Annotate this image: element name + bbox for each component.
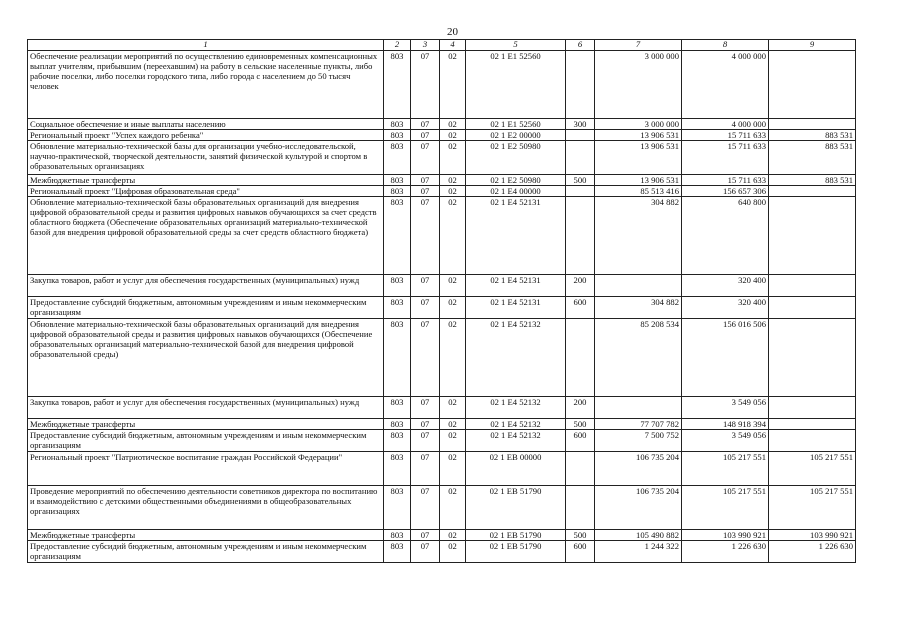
row-expense-type-cell: 600 xyxy=(566,297,595,319)
table-row xyxy=(28,419,856,430)
table-row xyxy=(28,141,856,175)
row-target-article-cell: 02 1 ЕВ 51790 xyxy=(466,530,566,541)
row-year-3-cell: 105 217 551 xyxy=(769,486,856,530)
row-subsection-cell: 02 xyxy=(440,430,466,452)
row-subsection-cell: 02 xyxy=(440,119,466,130)
row-expense-type-cell: 600 xyxy=(566,541,595,563)
row-name-cell: Социальное обеспечение и иные выплаты населению xyxy=(28,119,384,130)
row-target-article-cell: 02 1 Е2 50980 xyxy=(466,141,566,175)
row-name-cell: Обновление материально-технической базы для организации учебно-исследовательской, научно-практической, творческой деятельности, занятий физической культурой и спортом в образовательных организациях xyxy=(28,141,384,175)
row-year-1-cell: 106 735 204 xyxy=(595,486,682,530)
row-grbs-cell: 803 xyxy=(384,541,411,563)
row-section-cell: 07 xyxy=(411,530,440,541)
row-grbs-cell: 803 xyxy=(384,119,411,130)
table-row xyxy=(28,119,856,130)
row-year-1-cell: 13 906 531 xyxy=(595,141,682,175)
row-target-article-cell: 02 1 ЕВ 00000 xyxy=(466,452,566,486)
row-name-cell: Межбюджетные трансферты xyxy=(28,530,384,541)
table-row xyxy=(28,51,856,119)
row-year-1-cell: 77 707 782 xyxy=(595,419,682,430)
row-year-1-cell xyxy=(595,275,682,297)
header-cell-subsection: 4 xyxy=(440,40,466,51)
row-target-article-cell: 02 1 Е1 52560 xyxy=(466,119,566,130)
row-section-cell: 07 xyxy=(411,197,440,275)
row-year-1-cell: 13 906 531 xyxy=(595,130,682,141)
row-grbs-cell: 803 xyxy=(384,175,411,186)
row-grbs-cell: 803 xyxy=(384,397,411,419)
row-subsection-cell: 02 xyxy=(440,130,466,141)
row-name-cell: Обновление материально-технической базы образовательных организаций для внедрения цифровой образовательной среды и развития цифровых навыков обучающихся за счет средств областного бюджета (Обеспечение образовательных организаций материально-технической базой для внедрения цифровой образовательной среды за счет средств областного бюджета) xyxy=(28,197,384,275)
row-grbs-cell: 803 xyxy=(384,197,411,275)
table-row xyxy=(28,530,856,541)
row-section-cell: 07 xyxy=(411,430,440,452)
row-grbs-cell: 803 xyxy=(384,319,411,397)
row-subsection-cell: 02 xyxy=(440,452,466,486)
row-subsection-cell: 02 xyxy=(440,319,466,397)
row-year-3-cell: 883 531 xyxy=(769,175,856,186)
row-name-cell: Обновление материально-технической базы образовательных организаций для внедрения цифровой образовательной среды и развития цифровых навыков обучающихся (Обеспечение образовательных организаций материально-технической базой для внедрения цифровой образовательной среды) xyxy=(28,319,384,397)
header-cell-year-3: 9 xyxy=(769,40,856,51)
row-expense-type-cell: 500 xyxy=(566,175,595,186)
row-year-1-cell: 3 000 000 xyxy=(595,51,682,119)
row-expense-type-cell: 500 xyxy=(566,530,595,541)
row-section-cell: 07 xyxy=(411,275,440,297)
row-target-article-cell: 02 1 Е4 52131 xyxy=(466,297,566,319)
row-year-2-cell: 103 990 921 xyxy=(682,530,769,541)
row-year-3-cell xyxy=(769,419,856,430)
row-expense-type-cell xyxy=(566,319,595,397)
row-grbs-cell: 803 xyxy=(384,430,411,452)
table-row xyxy=(28,486,856,530)
row-name-cell: Региональный проект "Патриотическое воспитание граждан Российской Федерации" xyxy=(28,452,384,486)
header-cell-target-article: 5 xyxy=(466,40,566,51)
row-section-cell: 07 xyxy=(411,141,440,175)
row-year-1-cell: 1 244 322 xyxy=(595,541,682,563)
row-year-1-cell xyxy=(595,397,682,419)
row-subsection-cell: 02 xyxy=(440,486,466,530)
row-subsection-cell: 02 xyxy=(440,530,466,541)
table-row xyxy=(28,175,856,186)
row-expense-type-cell: 500 xyxy=(566,419,595,430)
row-section-cell: 07 xyxy=(411,297,440,319)
row-year-2-cell: 320 400 xyxy=(682,297,769,319)
row-name-cell: Проведение мероприятий по обеспечению деятельности советников директора по воспитанию и взаимодействию с детскими общественными объединениями в общеобразовательных организациях xyxy=(28,486,384,530)
row-year-1-cell: 85 513 416 xyxy=(595,186,682,197)
row-year-1-cell: 105 490 882 xyxy=(595,530,682,541)
row-year-1-cell: 85 208 534 xyxy=(595,319,682,397)
row-grbs-cell: 803 xyxy=(384,297,411,319)
row-target-article-cell: 02 1 Е4 52131 xyxy=(466,275,566,297)
row-target-article-cell: 02 1 Е2 00000 xyxy=(466,130,566,141)
row-expense-type-cell: 200 xyxy=(566,275,595,297)
row-target-article-cell: 02 1 Е4 52132 xyxy=(466,430,566,452)
row-year-3-cell: 883 531 xyxy=(769,141,856,175)
row-year-1-cell: 304 882 xyxy=(595,197,682,275)
page-number: 20 xyxy=(447,26,458,38)
row-grbs-cell: 803 xyxy=(384,419,411,430)
row-year-3-cell xyxy=(769,119,856,130)
row-year-2-cell: 156 657 306 xyxy=(682,186,769,197)
row-year-3-cell xyxy=(769,397,856,419)
row-section-cell: 07 xyxy=(411,175,440,186)
row-year-1-cell: 106 735 204 xyxy=(595,452,682,486)
table-row xyxy=(28,397,856,419)
row-section-cell: 07 xyxy=(411,130,440,141)
row-name-cell: Межбюджетные трансферты xyxy=(28,175,384,186)
row-subsection-cell: 02 xyxy=(440,275,466,297)
row-name-cell: Обеспечение реализации мероприятий по осуществлению единовременных компенсационных выплат учителям, прибывшим (переехавшим) на работу в сельские населенные пункты, либо рабочие поселки, либо поселки городского типа, либо города с населением до 50 тысяч человек xyxy=(28,51,384,119)
row-subsection-cell: 02 xyxy=(440,397,466,419)
row-year-3-cell xyxy=(769,51,856,119)
row-year-1-cell: 13 906 531 xyxy=(595,175,682,186)
row-year-2-cell: 105 217 551 xyxy=(682,452,769,486)
row-year-3-cell xyxy=(769,319,856,397)
header-cell-section: 3 xyxy=(411,40,440,51)
row-year-2-cell: 640 800 xyxy=(682,197,769,275)
row-grbs-cell: 803 xyxy=(384,275,411,297)
row-year-1-cell: 7 500 752 xyxy=(595,430,682,452)
row-year-3-cell xyxy=(769,186,856,197)
row-target-article-cell: 02 1 ЕВ 51790 xyxy=(466,486,566,530)
row-name-cell: Закупка товаров, работ и услуг для обеспечения государственных (муниципальных) нужд xyxy=(28,275,384,297)
row-year-3-cell xyxy=(769,297,856,319)
row-year-2-cell: 320 400 xyxy=(682,275,769,297)
row-target-article-cell: 02 1 ЕВ 51790 xyxy=(466,541,566,563)
table-row xyxy=(28,275,856,297)
row-section-cell: 07 xyxy=(411,541,440,563)
row-grbs-cell: 803 xyxy=(384,51,411,119)
row-year-2-cell: 1 226 630 xyxy=(682,541,769,563)
row-year-3-cell: 103 990 921 xyxy=(769,530,856,541)
table-row xyxy=(28,297,856,319)
row-section-cell: 07 xyxy=(411,486,440,530)
row-subsection-cell: 02 xyxy=(440,51,466,119)
row-target-article-cell: 02 1 Е2 50980 xyxy=(466,175,566,186)
row-section-cell: 07 xyxy=(411,452,440,486)
row-year-3-cell: 883 531 xyxy=(769,130,856,141)
row-name-cell: Межбюджетные трансферты xyxy=(28,419,384,430)
row-year-2-cell: 105 217 551 xyxy=(682,486,769,530)
row-grbs-cell: 803 xyxy=(384,486,411,530)
row-expense-type-cell xyxy=(566,51,595,119)
row-section-cell: 07 xyxy=(411,186,440,197)
row-year-2-cell: 148 918 394 xyxy=(682,419,769,430)
row-year-3-cell xyxy=(769,430,856,452)
row-year-2-cell: 15 711 633 xyxy=(682,175,769,186)
row-target-article-cell: 02 1 Е4 52132 xyxy=(466,397,566,419)
row-year-2-cell: 4 000 000 xyxy=(682,119,769,130)
row-expense-type-cell: 600 xyxy=(566,430,595,452)
row-grbs-cell: 803 xyxy=(384,141,411,175)
header-row xyxy=(28,40,856,51)
row-expense-type-cell xyxy=(566,197,595,275)
table-row xyxy=(28,541,856,563)
row-section-cell: 07 xyxy=(411,319,440,397)
row-year-2-cell: 15 711 633 xyxy=(682,141,769,175)
row-expense-type-cell xyxy=(566,130,595,141)
row-subsection-cell: 02 xyxy=(440,419,466,430)
row-subsection-cell: 02 xyxy=(440,175,466,186)
row-expense-type-cell xyxy=(566,141,595,175)
row-grbs-cell: 803 xyxy=(384,530,411,541)
table-row xyxy=(28,319,856,397)
header-cell-year-1: 7 xyxy=(595,40,682,51)
row-year-2-cell: 156 016 506 xyxy=(682,319,769,397)
table-row xyxy=(28,186,856,197)
row-year-3-cell xyxy=(769,275,856,297)
budget-table xyxy=(27,39,856,563)
row-year-3-cell xyxy=(769,197,856,275)
row-expense-type-cell xyxy=(566,486,595,530)
table-row xyxy=(28,197,856,275)
header-cell-expense-type: 6 xyxy=(566,40,595,51)
table-row xyxy=(28,130,856,141)
row-subsection-cell: 02 xyxy=(440,541,466,563)
row-year-2-cell: 15 711 633 xyxy=(682,130,769,141)
row-target-article-cell: 02 1 Е4 52132 xyxy=(466,419,566,430)
row-subsection-cell: 02 xyxy=(440,197,466,275)
row-name-cell: Предоставление субсидий бюджетным, автономным учреждениям и иным некоммерческим организациям xyxy=(28,430,384,452)
row-grbs-cell: 803 xyxy=(384,130,411,141)
row-name-cell: Региональный проект "Цифровая образовательная среда" xyxy=(28,186,384,197)
row-section-cell: 07 xyxy=(411,419,440,430)
row-subsection-cell: 02 xyxy=(440,141,466,175)
header-cell-grbs: 2 xyxy=(384,40,411,51)
row-year-1-cell: 3 000 000 xyxy=(595,119,682,130)
row-target-article-cell: 02 1 Е4 00000 xyxy=(466,186,566,197)
row-expense-type-cell xyxy=(566,186,595,197)
row-grbs-cell: 803 xyxy=(384,186,411,197)
row-name-cell: Предоставление субсидий бюджетным, автономным учреждениям и иным некоммерческим организациям xyxy=(28,297,384,319)
row-year-3-cell: 1 226 630 xyxy=(769,541,856,563)
row-year-2-cell: 3 549 056 xyxy=(682,430,769,452)
row-subsection-cell: 02 xyxy=(440,297,466,319)
row-grbs-cell: 803 xyxy=(384,452,411,486)
row-subsection-cell: 02 xyxy=(440,186,466,197)
row-target-article-cell: 02 1 Е4 52132 xyxy=(466,319,566,397)
row-expense-type-cell: 300 xyxy=(566,119,595,130)
row-section-cell: 07 xyxy=(411,119,440,130)
header-cell-name: 1 xyxy=(28,40,384,51)
row-year-2-cell: 3 549 056 xyxy=(682,397,769,419)
row-section-cell: 07 xyxy=(411,51,440,119)
table-row xyxy=(28,452,856,486)
row-name-cell: Закупка товаров, работ и услуг для обеспечения государственных (муниципальных) нужд xyxy=(28,397,384,419)
row-name-cell: Предоставление субсидий бюджетным, автономным учреждениям и иным некоммерческим организациям xyxy=(28,541,384,563)
row-year-2-cell: 4 000 000 xyxy=(682,51,769,119)
row-year-3-cell: 105 217 551 xyxy=(769,452,856,486)
row-target-article-cell: 02 1 Е1 52560 xyxy=(466,51,566,119)
row-target-article-cell: 02 1 Е4 52131 xyxy=(466,197,566,275)
row-expense-type-cell: 200 xyxy=(566,397,595,419)
row-section-cell: 07 xyxy=(411,397,440,419)
table-row xyxy=(28,430,856,452)
row-expense-type-cell xyxy=(566,452,595,486)
header-cell-year-2: 8 xyxy=(682,40,769,51)
row-year-1-cell: 304 882 xyxy=(595,297,682,319)
row-name-cell: Региональный проект "Успех каждого ребенка" xyxy=(28,130,384,141)
